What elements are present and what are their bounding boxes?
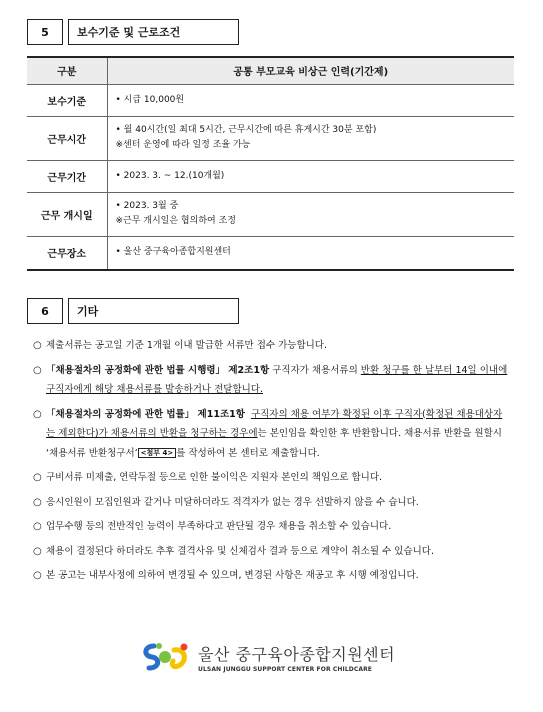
list-item bbox=[33, 361, 511, 400]
row-value bbox=[107, 116, 514, 160]
note-text: 업무수행 등의 전반적인 능력이 부족하다고 판단될 경우 채용을 취소할 수 있습니다. bbox=[46, 521, 392, 532]
list-item bbox=[33, 336, 511, 356]
note-text: 응시인원이 모집인원과 같거나 미달하더라도 적격자가 없는 경우 선발하지 않을 수 습니다. bbox=[46, 496, 419, 508]
row-label: 보수기준 bbox=[27, 84, 107, 116]
row-label: 근무시간 bbox=[27, 116, 107, 160]
center-logo bbox=[140, 640, 395, 674]
table-row bbox=[27, 236, 514, 270]
row-value bbox=[107, 160, 514, 192]
law-article: 제2조1항 bbox=[225, 364, 270, 376]
center-name-korean: 울산 중구육아종합지원센터 bbox=[198, 644, 396, 664]
center-logo-icon bbox=[140, 640, 192, 674]
note-text: 구직자가 채용서류의 bbox=[269, 364, 361, 376]
section-6-header bbox=[27, 298, 239, 324]
row-note: ※근무 개시일은 협의하여 조정 bbox=[115, 216, 236, 226]
attachment-tag: <첨부 4> bbox=[138, 448, 177, 458]
section-5-header bbox=[27, 19, 239, 45]
row-line: • 2023. 3월 중 bbox=[116, 199, 507, 214]
row-value bbox=[107, 236, 514, 270]
circle-bullet-icon: ○ bbox=[33, 521, 42, 532]
note-text: 는 본인임을 확인한 후 반환합니다. 채용서류 반환을 원할시 ‘채용서류 반환청구서’ bbox=[46, 428, 502, 459]
table-row bbox=[27, 160, 514, 192]
row-label: 근무장소 bbox=[27, 236, 107, 270]
note-underlined-text: 구직자의 채용 여부가 확정된 이후 구직자(확정된 채용대상자는 제외한다)가 채용서류의 반환을 청구하는 경우에 bbox=[46, 408, 503, 439]
row-label: 근무 개시일 bbox=[27, 192, 107, 236]
law-name: 「채용절차의 공정화에 관한 법률 시행령」 bbox=[46, 364, 226, 376]
center-name-english: ULSAN JUNGGU SUPPORT CENTER FOR CHILDCARE bbox=[198, 665, 372, 673]
note-text: 를 작성하여 본 센터로 제출합니다. bbox=[176, 447, 320, 459]
note-text: 구비서류 미제출, 연락두절 등으로 인한 불이익은 지원자 본인의 책임으로 합니다. bbox=[46, 472, 383, 483]
table-header-row bbox=[27, 57, 514, 84]
table-row bbox=[27, 84, 514, 116]
section-title: 기타 bbox=[68, 298, 239, 324]
table-row bbox=[27, 116, 514, 160]
list-item bbox=[33, 517, 511, 537]
circle-bullet-icon: ○ bbox=[33, 496, 42, 508]
section-number: 6 bbox=[27, 298, 63, 324]
circle-bullet-icon: ○ bbox=[33, 545, 42, 557]
table-row bbox=[27, 192, 514, 236]
list-item bbox=[33, 566, 511, 586]
section-number: 5 bbox=[27, 19, 63, 45]
conditions-table bbox=[27, 56, 514, 271]
row-line: • 월 40시간(일 최대 5시간, 근무시간에 따른 휴게시간 30분 포함) bbox=[116, 123, 507, 138]
note-text: 본 공고는 내부사정에 의하여 변경될 수 있으며, 변경된 사항은 재공고 후 시행 예정입니다. bbox=[46, 570, 419, 581]
law-name: 「채용절차의 공정화에 관한 법률」 bbox=[46, 408, 195, 420]
note-underlined-text: 반환 청구를 한 날부터 14일 이내에 구직자에게 해당 채용서류를 발송하거나 전달합니다. bbox=[46, 364, 508, 395]
row-line: • 울산 중구육아종합지원센터 bbox=[116, 245, 507, 260]
note-text: 제출서류는 공고일 기준 1개월 이내 발급한 서류만 접수 가능합니다. bbox=[46, 340, 328, 351]
list-item bbox=[33, 405, 511, 464]
row-value bbox=[107, 84, 514, 116]
row-line: • 2023. 3. ~ 12.(10개월) bbox=[116, 169, 507, 184]
notes-list bbox=[33, 336, 511, 591]
list-item bbox=[33, 493, 511, 513]
circle-bullet-icon: ○ bbox=[33, 364, 42, 376]
circle-bullet-icon: ○ bbox=[33, 408, 42, 420]
column-header-category: 구분 bbox=[27, 57, 107, 84]
row-value bbox=[107, 192, 514, 236]
circle-bullet-icon: ○ bbox=[33, 340, 42, 351]
row-note: ※센터 운영에 따라 일정 조율 가능 bbox=[115, 140, 251, 150]
row-line: • 시급 10,000원 bbox=[116, 93, 507, 108]
circle-bullet-icon: ○ bbox=[33, 472, 42, 483]
list-item bbox=[33, 468, 511, 488]
circle-bullet-icon: ○ bbox=[33, 570, 42, 581]
column-header-position: 공통 부모교육 비상근 인력(기간제) bbox=[107, 57, 514, 84]
row-label: 근무기간 bbox=[27, 160, 107, 192]
law-article: 제11조1항 bbox=[194, 408, 245, 420]
list-item bbox=[33, 542, 511, 562]
section-title: 보수기준 및 근로조건 bbox=[68, 19, 239, 45]
note-text: 채용이 결정된다 하더라도 추후 결격사유 및 신체검사 결과 등으로 계약이 취소될 수 있습니다. bbox=[46, 545, 434, 557]
